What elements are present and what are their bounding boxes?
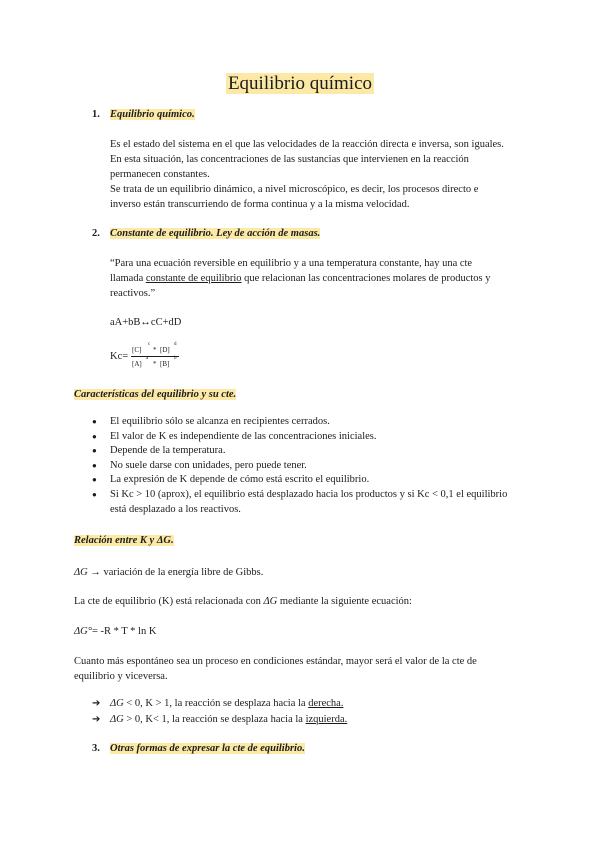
spontaneity-text: Cuanto más espontáneo sea un proceso en condiciones estándar, mayor será el valor de la cte de equilibrio y viceversa. bbox=[74, 656, 477, 682]
gibbs-equation: ΔG°= -R * T * ln K bbox=[74, 626, 157, 637]
section-2-heading: 2. Constante de equilibrio. Ley de acción de masas. bbox=[92, 228, 321, 239]
relation-text: La cte de equilibrio (K) está relacionada con ΔG mediante la siguiente ecuación: bbox=[74, 596, 412, 607]
list-item: ➔ ΔG > 0, K< 1, la reacción se desplaza hacia la izquierda. bbox=[92, 712, 512, 728]
section-1-heading: 1. Equilibrio químico. bbox=[92, 109, 195, 120]
section-1-body: Es el estado del sistema en el que las velocidades de la reacción directa e inversa, son iguales. En esta situación, las concentraciones de las sustancias que intervienen en la reacción permanecen constantes. Se trata de un equilibrio dinámico, a nivel microscópico, es decir, los procesos directo e inverso están transcurriendo de forma continua y a la misma velocidad. bbox=[110, 139, 504, 210]
list-item: ● Si Kc > 10 (aprox), el equilibrio está desplazado hacia los productos y si Kc < 0,1 el equilibrio está desplazado a los reactivos. bbox=[92, 488, 512, 517]
arrow-icon: ➔ bbox=[92, 714, 101, 725]
list-item: ● El equilibrio sólo se alcanza en recipientes cerrados. bbox=[92, 415, 512, 430]
term-constante: constante de equilibrio bbox=[145, 273, 242, 284]
list-item: ● Depende de la temperatura. bbox=[92, 444, 512, 459]
list-item: ● La expresión de K depende de cómo está escrito el equilibrio. bbox=[92, 473, 512, 488]
page-title: Equilibrio químico bbox=[227, 73, 373, 94]
section-3-heading: 3. Otras formas de expresar la cte de equilibrio. bbox=[92, 743, 305, 754]
list-item: ● El valor de K es independiente de las concentraciones iniciales. bbox=[92, 430, 512, 445]
reaction-equation: aA+bB↔cC+dD bbox=[110, 317, 182, 328]
gibbs-definition: ΔG → variación de la energía libre de Gibbs. bbox=[74, 567, 264, 578]
arrow-icon: ➔ bbox=[92, 698, 101, 709]
fraction-line bbox=[131, 356, 179, 357]
kc-formula: Kc= [C] c * [D] d [A] a * [B] b bbox=[110, 344, 190, 372]
list-item: ● No suele darse con unidades, pero puede tener. bbox=[92, 459, 512, 474]
characteristics-heading: Características del equilibrio y su cte. bbox=[74, 389, 237, 400]
definition-quote: “Para una ecuación reversible en equilibrio y a una temperatura constante, hay una cte llamada constante de equilibrio que relacionan las concentraciones molares de productos y reactivos.” bbox=[110, 258, 491, 299]
characteristics-list bbox=[92, 415, 512, 517]
list-item: ➔ ΔG < 0, K > 1, la reacción se desplaza hacia la derecha. bbox=[92, 696, 512, 712]
cases-list bbox=[92, 696, 512, 728]
relation-heading: Relación entre K y ΔG. bbox=[74, 535, 174, 546]
